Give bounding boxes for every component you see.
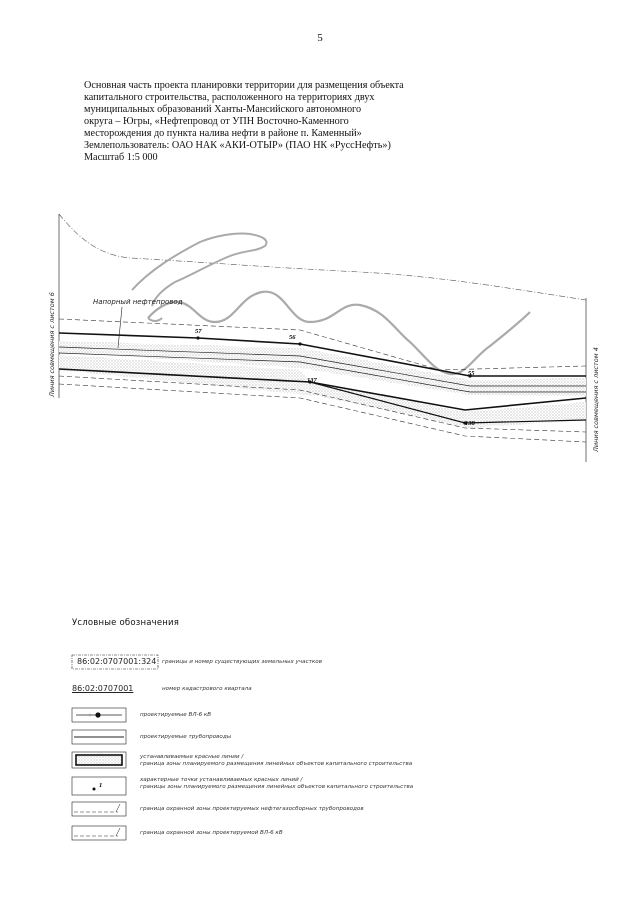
legend-oz-vl-symbol [72, 826, 126, 840]
legend-text [140, 806, 364, 813]
legend-parcel-label: 86:02:0707001:324 [77, 657, 157, 666]
contour-line [132, 233, 267, 306]
header-line: месторождения до пункта налива нефти в районе п. Каменный» [84, 128, 362, 139]
legend-text-line: граница зоны планируемого размещения линейных объектов капитального строительства [140, 761, 413, 767]
boundary-line [59, 214, 586, 300]
point-marker [298, 342, 301, 345]
legend-oz-pipe-symbol [72, 802, 126, 816]
point-label: 57 [195, 328, 202, 335]
legend-text-line: характерные точки устанавливаемых красных линий / [140, 777, 303, 783]
legend-text-line: граница охранной зоны проектируемой ВЛ-6 кВ [140, 830, 283, 836]
header-line: муниципальных образований Ханты-Мансийского автономного [84, 104, 362, 115]
point-marker [196, 336, 199, 339]
legend-vl-pole [89, 714, 91, 716]
legend-oz-vl-tick [116, 828, 120, 836]
right-match-label: Линия совмещения с листом 4 [592, 347, 600, 452]
point-label: 137 [307, 377, 317, 384]
header-line: Масштаб 1:5 000 [84, 152, 158, 163]
legend-oz-pipe-tick [116, 804, 120, 812]
legend-text-line: границы и номер существующих земельных участков [162, 659, 323, 665]
point-label: 56 [289, 334, 296, 341]
legend-text [140, 830, 283, 837]
legend-vl-pole [95, 712, 100, 717]
point-label: 138 [465, 420, 475, 427]
legend-text [140, 754, 412, 768]
header-line: Основная часть проекта планировки территории для размещения объекта [84, 80, 404, 91]
legend-text [140, 777, 413, 791]
header-line: капитального строительства, расположенного на территориях двух [84, 92, 375, 103]
legend-quarter-label: 86:02:0707001 [72, 684, 134, 693]
header-line: округа – Югры, «Нефтепровод от УПН Восточно-Каменного [84, 116, 349, 127]
legend-text-line: номер кадастрового квартала [162, 686, 252, 692]
pipeline-label: Напорный нефтепровод [93, 298, 183, 306]
legend-point-dot [93, 788, 96, 791]
page-number: 5 [317, 32, 323, 44]
contour-line [148, 318, 162, 321]
legend-title: Условные обозначения [72, 618, 180, 628]
legend-redline-fill [76, 755, 122, 765]
header-line: Землепользователь: ОАО НАК «АКИ-ОТЫР» (ПАО НК «РуссНефть») [84, 140, 391, 151]
legend-text [162, 686, 252, 693]
label-leader [118, 307, 122, 348]
legend-text [140, 712, 211, 719]
legend-text-line: границы зоны планируемого размещения линейных объектов капитального строительства [140, 784, 414, 790]
point-label: 55 [468, 370, 475, 377]
legend-text [140, 734, 231, 741]
legend-text-line: проектируемые ВЛ-6 кВ [140, 712, 212, 718]
legend-text-line: устанавливаемые красные линии / [140, 754, 244, 760]
legend-point-number: 1 [99, 782, 103, 789]
legend-text [162, 659, 322, 666]
legend-text-line: проектируемые трубопроводы [140, 734, 232, 740]
legend-text-line: граница охранной зоны проектируемых нефтегазосборных трубопроводов [140, 806, 364, 812]
left-match-label: Линия совмещения с листом 6 [48, 292, 56, 397]
